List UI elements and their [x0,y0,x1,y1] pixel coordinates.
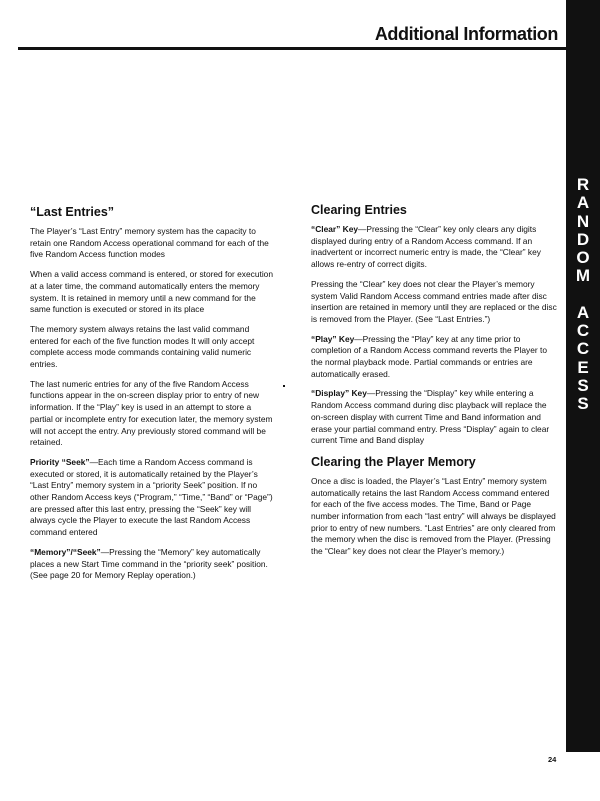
paragraph-memory-seek [30,547,276,582]
section-tab-letter: C [576,321,590,341]
run-in-heading: “Play” Key [311,333,355,344]
section-tab-letter: A [576,302,590,322]
paragraph: The memory system always retains the last valid command entered for each of the five function modes It will only accept complete access mode commands containing valid numeric entries. [30,323,255,370]
paragraph-body: —Pressing the “Clear” key only clears any digits displayed during entry of a Random Access command. If an inadvertent or incorrect numeric entry is made, the “Clear” key allows re-entry of correct digits. [311,224,541,270]
paragraph-body: —Pressing the “Memory” key automatically places a new Start Time command in the “priority seek” position. (See page 20 for Memory Replay operation.) [30,546,268,581]
paragraph-body: —Pressing the “Play” key at any time prior to completion of a Random Access command reverts the Player to the normal playback mode. Partial commands or entries are automatically erased. [311,333,548,379]
section-tab-letter: N [576,211,590,231]
paragraph: Pressing the “Clear” key does not clear the Player’s memory system Valid Random Access command entries made after disc insertion are retained in memory until they are replaced or the disc is removed from the Player. (See “Last Entries.”) [311,278,557,324]
section-tab-letter: S [577,375,589,395]
heading-clearing-player-memory: Clearing the Player Memory [311,454,476,469]
paragraph: The Player’s “Last Entry” memory system has the capacity to retain one Random Access operational command for each of the five Random Access function modes [30,226,269,260]
left-column [30,205,276,590]
paragraph: The last numeric entries for any of the five Random Access functions appear in the on-screen display prior to entry of new information. If the “Play” key is used in an attempt to store a partial or incomplete entry for execution later, the memory system will not accept the entry. Any previously stored command will be retained. [30,378,273,448]
run-in-heading: “Display” Key [311,388,367,399]
section-tab-letter: M [575,266,591,286]
section-tab-letter: O [576,248,590,268]
section-tab-letter: A [576,193,590,213]
paragraph-body: —Each time a Random Access command is executed or stored, it is automatically retained by the Player’s “Last Entry” memory system in a “priority Seek” position. If no other Random Access keys (“Program,” “Time,” “Band” or “Page”) are pressed after this last entry, pressing the “Seek” key will always cycle the Player to execute the last Random Access command entered [30,456,273,538]
paragraph-display-key [311,388,557,447]
paragraph: Once a disc is loaded, the Player’s “Last Entry” memory system automatically retains the last Random Access command entered for each of the five access modes. The Time, Band or Page number information from each “last entry” will always be displayed prior to entry of new numbers. “Last Entries” are only cleared from the memory when the disc is removed from the Player. (Pressing the “Clear” key does not clear the Player’s memory.) [311,475,556,557]
paragraph-priority-seek [30,457,276,539]
section-tab-letter: S [577,394,589,414]
header-rule [18,47,566,50]
paragraph-body: —Pressing the “Display” key while entering a Random Access command during disc playback will replace the on-screen display with current Time and Band information and erase your partial command entry. Press “Display” again to clear current Time and Band display [311,388,550,446]
section-tab-letter: C [576,339,590,359]
run-in-heading: “Clear” Key [311,224,359,234]
heading-last-entries: “Last Entries” [30,205,115,219]
paragraph-clear-key [311,224,557,271]
heading-clearing-entries: Clearing Entries [311,203,407,217]
run-in-heading: Priority “Seek” [30,456,90,467]
section-tab-letter: E [577,357,589,377]
print-speck [283,385,285,387]
paragraph-play-key [311,334,557,381]
section-tab-letter: D [576,229,590,249]
page-title: Additional Information [374,24,558,44]
paragraph: When a valid access command is entered, or stored for execution at a later time, the command automatically enters the memory system. It is retained in memory until a new command for the same function is executed or stored in its place [30,269,273,315]
section-tab-label [566,176,600,414]
page-number: 24 [548,755,557,764]
right-column [311,203,557,566]
section-tab-letter: R [576,175,590,194]
run-in-heading: “Memory”/“Seek” [30,546,101,557]
